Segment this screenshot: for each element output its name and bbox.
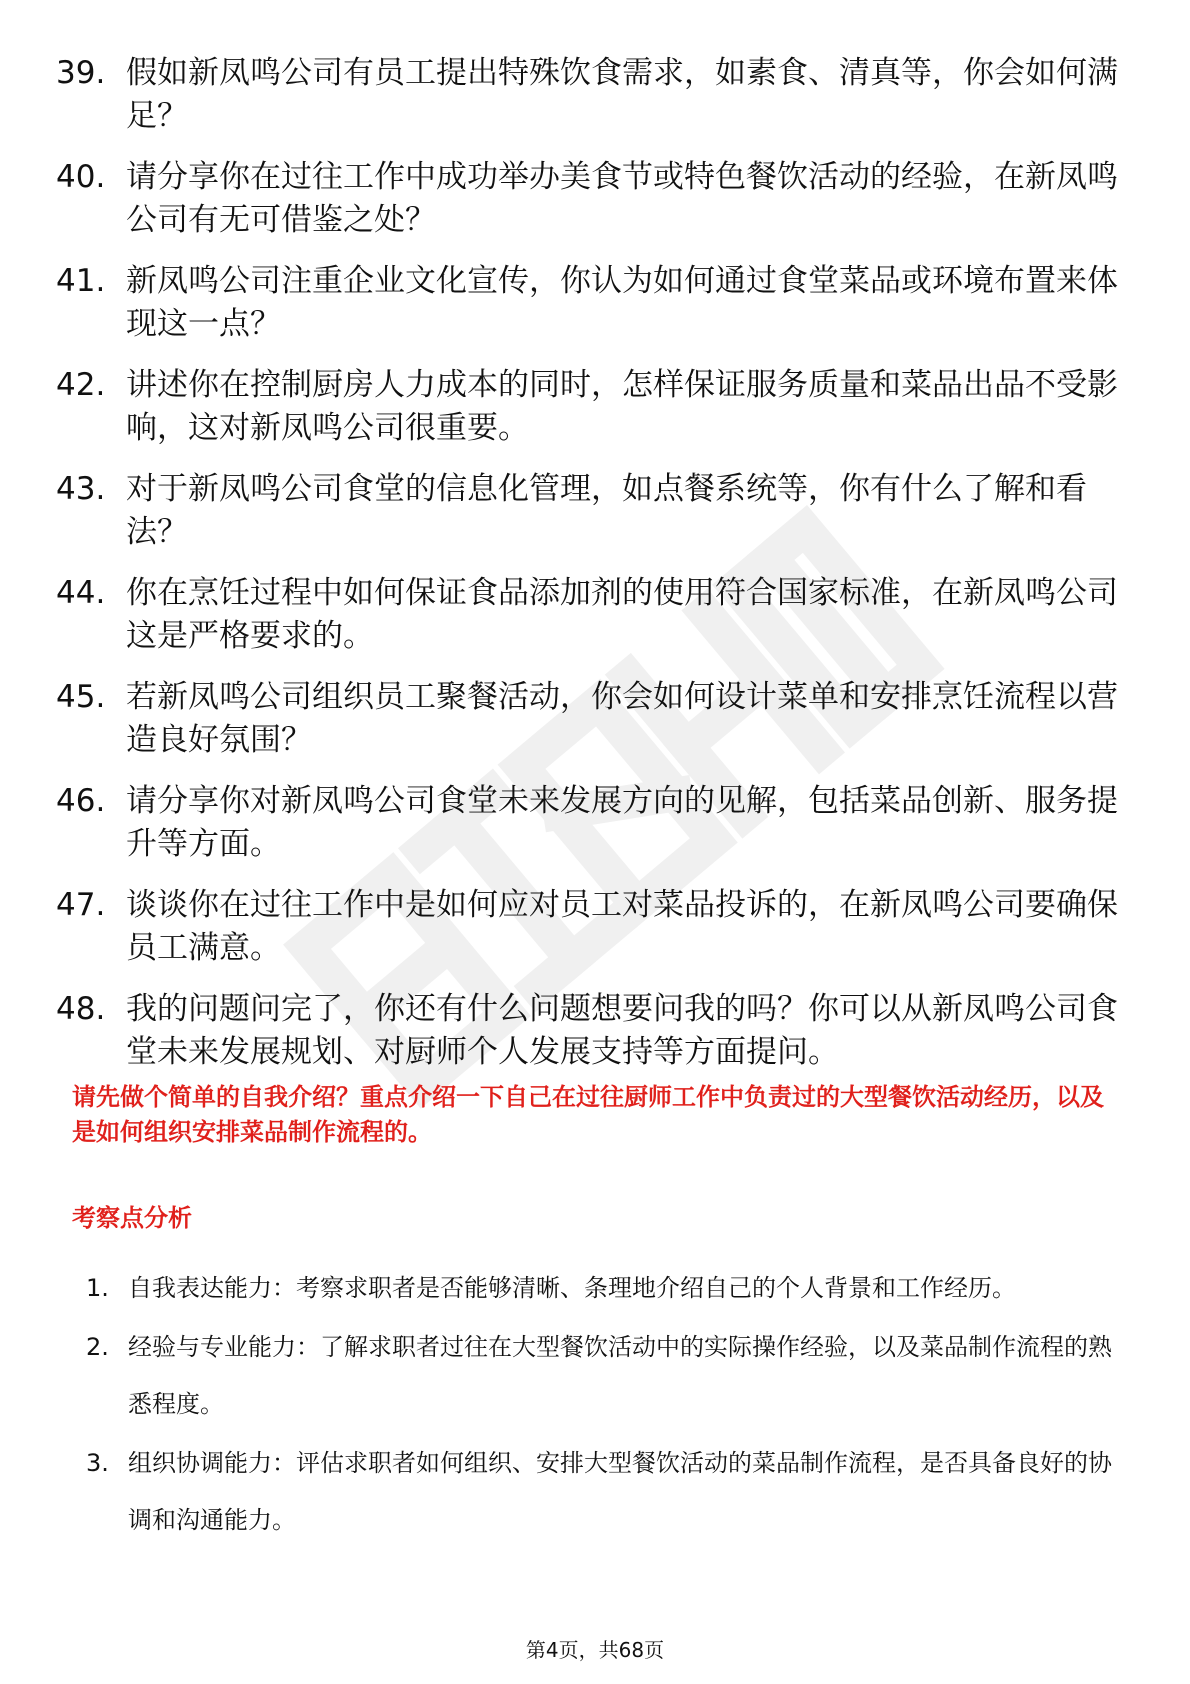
analysis-item	[86, 1319, 1126, 1433]
question-text: 对于新凤鸣公司食堂的信息化管理，如点餐系统等，你有什么了解和看法？	[126, 471, 1087, 550]
question-number: 47.	[56, 887, 106, 923]
question-number: 45.	[56, 679, 106, 715]
question-item	[56, 780, 1126, 866]
analysis-number: 2.	[86, 1333, 109, 1361]
analysis-title: 考察点分析	[72, 1204, 192, 1232]
question-text: 请分享你在过往工作中成功举办美食节或特色餐饮活动的经验，在新凤鸣公司有无可借鉴之处？	[126, 159, 1118, 238]
question-text: 若新凤鸣公司组织员工聚餐活动，你会如何设计菜单和安排烹饪流程以营造良好氛围？	[126, 679, 1118, 758]
analysis-text: 组织协调能力：评估求职者如何组织、安排大型餐饮活动的菜品制作流程，是否具备良好的协调和沟通能力。	[128, 1449, 1112, 1534]
analysis-list	[86, 1260, 1126, 1551]
highlight-question: 请先做个简单的自我介绍？重点介绍一下自己在过往厨师工作中负责过的大型餐饮活动经历，以及是如何组织安排菜品制作流程的。	[72, 1083, 1104, 1146]
question-item	[56, 260, 1126, 346]
question-item	[56, 884, 1126, 970]
question-number: 48.	[56, 991, 106, 1027]
question-text: 假如新凤鸣公司有员工提出特殊饮食需求，如素食、清真等，你会如何满足？	[126, 55, 1118, 134]
question-text: 讲述你在控制厨房人力成本的同时，怎样保证服务质量和菜品出品不受影响，这对新凤鸣公司很重要。	[126, 367, 1118, 446]
question-number: 46.	[56, 783, 106, 819]
question-number: 43.	[56, 471, 106, 507]
question-item	[56, 156, 1126, 242]
question-text: 新凤鸣公司注重企业文化宣传，你认为如何通过食堂菜品或环境布置来体现这一点？	[126, 263, 1118, 342]
analysis-item	[86, 1260, 1126, 1317]
question-text: 谈谈你在过往工作中是如何应对员工对菜品投诉的，在新凤鸣公司要确保员工满意。	[126, 887, 1118, 966]
question-number: 40.	[56, 159, 106, 195]
question-item	[56, 676, 1126, 762]
analysis-number: 3.	[86, 1449, 109, 1477]
question-number: 41.	[56, 263, 106, 299]
analysis-text: 经验与专业能力：了解求职者过往在大型餐饮活动中的实际操作经验，以及菜品制作流程的熟悉程度。	[128, 1333, 1112, 1418]
question-item	[56, 52, 1126, 138]
question-item	[56, 988, 1126, 1074]
question-item	[56, 572, 1126, 658]
question-number: 44.	[56, 575, 106, 611]
analysis-text: 自我表达能力：考察求职者是否能够清晰、条理地介绍自己的个人背景和工作经历。	[128, 1274, 1016, 1302]
question-number: 39.	[56, 55, 106, 91]
question-text: 你在烹饪过程中如何保证食品添加剂的使用符合国家标准，在新凤鸣公司这是严格要求的。	[126, 575, 1118, 654]
analysis-number: 1.	[86, 1274, 109, 1302]
analysis-item	[86, 1435, 1126, 1549]
question-text: 我的问题问完了，你还有什么问题想要问我的吗？你可以从新凤鸣公司食堂未来发展规划、对厨师个人发展支持等方面提问。	[126, 991, 1118, 1070]
question-item	[56, 364, 1126, 450]
page-footer: 第4页，共68页	[525, 1638, 665, 1662]
question-number: 42.	[56, 367, 106, 403]
question-text: 请分享你对新凤鸣公司食堂未来发展方向的见解，包括菜品创新、服务提升等方面。	[126, 783, 1118, 862]
question-list	[56, 52, 1126, 1092]
question-item	[56, 468, 1126, 554]
